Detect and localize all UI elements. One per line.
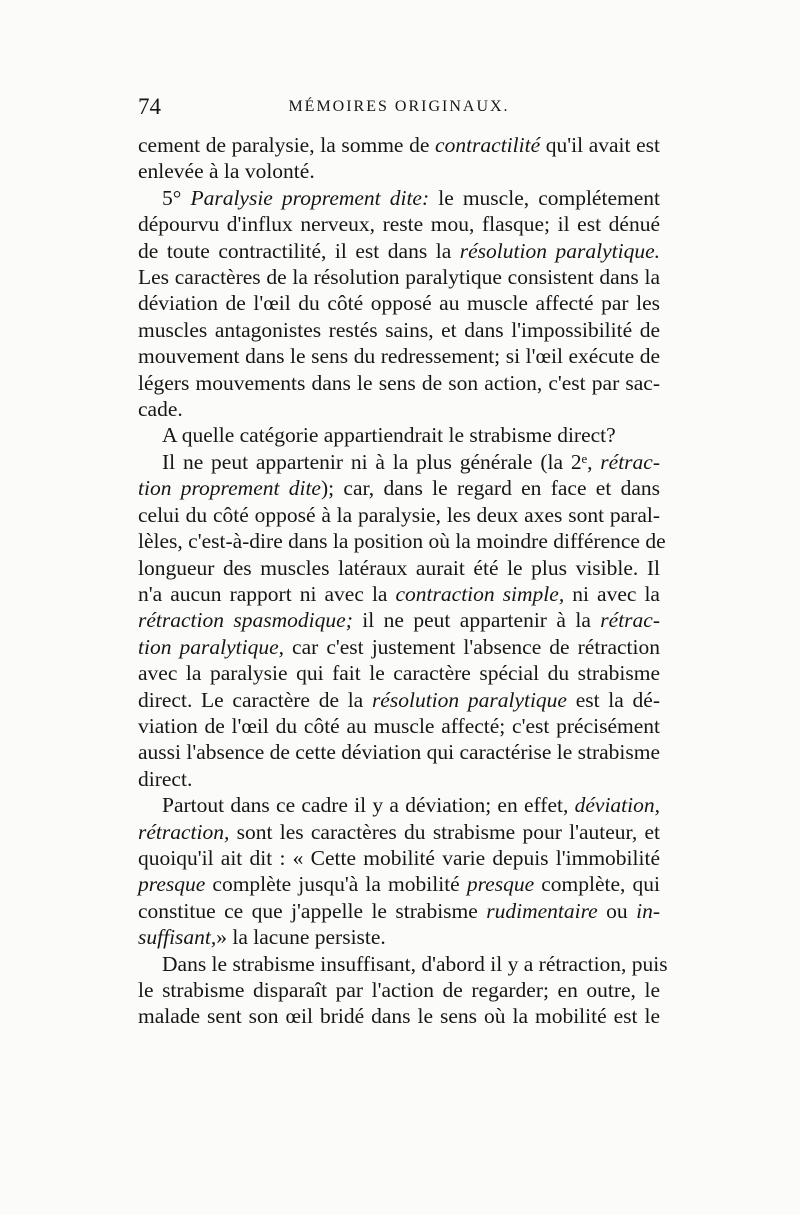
text-segment: direct. Le caractère de la	[138, 687, 372, 712]
italic-segment: tion paralytique,	[138, 634, 284, 659]
text-segment: il ne peut appartenir à la	[352, 608, 601, 633]
text-line	[138, 264, 660, 290]
italic-segment: in-	[636, 898, 660, 923]
text-segment: car c'est justement l'absence de rétraction	[284, 634, 660, 659]
text-line	[138, 370, 660, 396]
text-segment: Dans le strabisme insuffisant, d'abord il y a rétraction, puis	[162, 951, 668, 976]
text-segment: enlevée à la volonté.	[138, 159, 315, 184]
text-line	[138, 581, 660, 607]
italic-segment: résolution paralytique	[371, 687, 567, 712]
text-line	[138, 634, 660, 660]
text-segment: 5°	[162, 185, 191, 210]
italic-segment: rétraction,	[138, 819, 230, 844]
italic-segment: suffisant,	[138, 925, 217, 950]
text-line	[138, 687, 660, 713]
italic-segment: contraction simple,	[395, 581, 565, 606]
text-segment: direct.	[138, 766, 193, 791]
text-line	[138, 739, 660, 765]
text-segment: de toute contractilité, il est dans la	[138, 238, 460, 263]
text-segment: ni avec la	[564, 581, 660, 606]
text-line	[138, 660, 660, 686]
italic-segment: rétrac-	[600, 449, 660, 474]
text-segment: ou	[597, 898, 637, 923]
text-line	[138, 449, 660, 475]
italic-segment: Paralysie proprement dite:	[190, 185, 430, 210]
text-line	[138, 396, 660, 422]
text-line	[138, 1003, 660, 1029]
text-segment: muscles antagonistes restés sains, et dans l'impossibilité de	[138, 317, 660, 342]
italic-segment: rétrac-	[600, 608, 660, 633]
text-line	[138, 555, 660, 581]
text-segment: complète, qui	[534, 872, 660, 897]
text-line	[138, 924, 660, 950]
text-line	[138, 238, 660, 264]
text-line	[138, 977, 660, 1003]
text-segment: est la dé-	[566, 687, 660, 712]
text-segment: quoiqu'il ait dit : « Cette mobilité varie depuis l'immobilité	[138, 845, 660, 870]
text-segment: le muscle, complétement	[429, 185, 660, 210]
text-segment: légers mouvements dans le sens de son action, c'est par sac-	[138, 370, 660, 395]
text-segment: cade.	[138, 397, 183, 422]
text-segment: n'a aucun rapport ni avec la	[138, 581, 396, 606]
page-header	[138, 94, 660, 124]
text-segment: A quelle catégorie appartiendrait le strabisme direct?	[162, 423, 616, 448]
text-segment: aussi l'absence de cette déviation qui caractérise le strabisme	[138, 740, 661, 765]
text-line	[138, 792, 660, 818]
text-line	[138, 607, 660, 633]
text-line	[138, 502, 660, 528]
text-segment: déviation de l'œil du côté opposé au muscle affecté par les	[138, 291, 660, 316]
text-line	[138, 951, 668, 977]
text-segment: dépourvu d'influx nerveux, reste mou, flasque; il est dénué	[138, 212, 660, 237]
text-line	[138, 898, 660, 924]
text-segment: Il ne peut appartenir ni à la plus générale (la 2ᵉ,	[162, 449, 601, 474]
text-line	[138, 317, 660, 343]
text-line	[138, 528, 666, 554]
text-line	[138, 343, 660, 369]
text-segment: » la lacune persiste.	[216, 925, 386, 950]
text-line	[138, 766, 660, 792]
italic-segment: contractilité	[435, 133, 541, 157]
text-line	[138, 475, 660, 501]
text-segment: celui du côté opposé à la paralysie, les deux axes sont paral-	[138, 502, 660, 527]
text-segment: longueur des muscles latéraux aurait été le plus visible. Il	[138, 555, 660, 580]
italic-segment: presque	[466, 872, 535, 897]
text-segment: constitue ce que j'appelle le strabisme	[138, 898, 487, 923]
italic-segment: tion proprement dite	[138, 476, 321, 501]
text-segment: lèles, c'est-à-dire dans la position où la moindre différence de	[138, 529, 666, 554]
text-segment: cement de paralysie, la somme de	[138, 133, 436, 157]
text-line	[138, 158, 660, 184]
text-line	[138, 845, 660, 871]
running-title: MÉMOIRES ORIGINAUX.	[288, 98, 510, 115]
text-segment: avec la paralysie qui fait le caractère spécial du strabisme	[138, 661, 660, 686]
text-line	[138, 422, 660, 448]
italic-segment: rétraction spasmodique;	[138, 608, 353, 633]
text-segment: ); car, dans le regard en face et dans	[320, 476, 660, 501]
text-segment: le strabisme disparaît par l'action de regarder; en outre, le	[138, 978, 660, 1002]
text-line	[138, 211, 660, 237]
text-segment: complète jusqu'à la mobilité	[205, 872, 467, 897]
italic-segment: presque	[138, 872, 206, 897]
text-line	[138, 132, 660, 158]
text-segment: sont les caractères du strabisme pour l'auteur, et	[229, 819, 660, 844]
text-segment: mouvement dans le sens du redressement; si l'œil exécute de	[138, 344, 660, 369]
body-text	[138, 132, 668, 1030]
text-segment: malade sent son œil bridé dans le sens où la mobilité est le	[138, 1004, 660, 1029]
text-line	[138, 819, 660, 845]
page-number: 74	[138, 94, 161, 119]
text-segment: viation de l'œil du côté au muscle affecté; c'est précisément	[138, 713, 660, 738]
italic-segment: rudimentaire	[486, 898, 598, 923]
text-segment: Les caractères de la résolution paralytique consistent dans la	[138, 265, 660, 290]
text-segment: Partout dans ce cadre il y a déviation; en effet,	[162, 793, 575, 818]
italic-segment: résolution paralytique.	[459, 238, 660, 263]
italic-segment: déviation,	[574, 793, 660, 818]
text-line	[138, 713, 660, 739]
text-segment: qu'il avait est	[540, 133, 660, 157]
text-line	[138, 290, 660, 316]
text-line	[138, 185, 660, 211]
text-line	[138, 871, 660, 897]
